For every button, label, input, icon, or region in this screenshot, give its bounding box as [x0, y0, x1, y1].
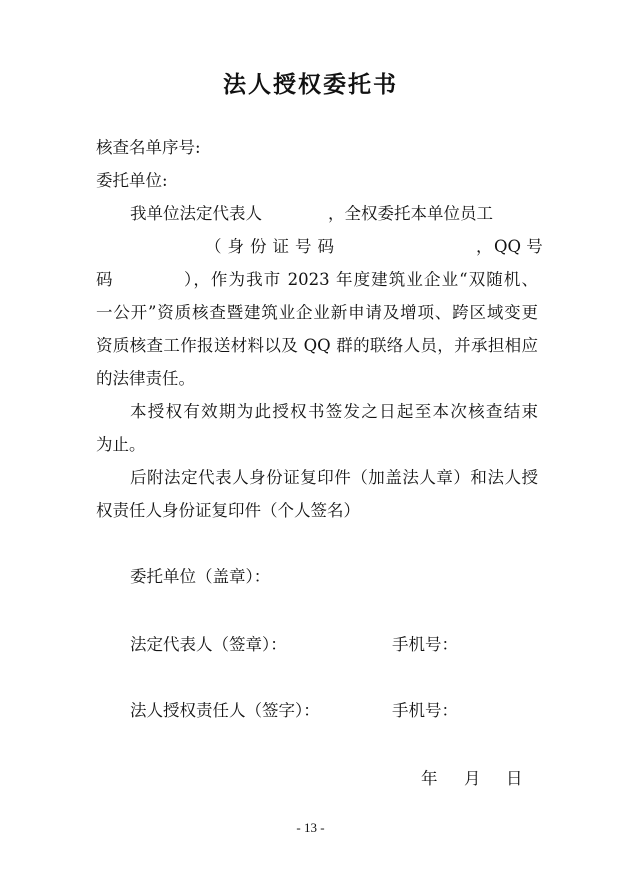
check-list-number-label: 核查名单序号:	[96, 138, 201, 157]
page-number: - 13 -	[296, 820, 325, 835]
paragraph1-line1: 我单位法定代表人 ，全权委托本单位员工	[130, 204, 493, 223]
paragraph1-line3: 码 ），作为我市 2023 年度建筑业企业“双随机、	[96, 270, 538, 289]
paragraph1-line5: 资质核查工作报送材料以及 QQ 群的联络人员，并承担相应	[96, 336, 538, 355]
client-unit-label: 委托单位:	[96, 171, 168, 190]
paragraph1-line2-comma: ，	[476, 237, 493, 256]
paragraph1-line4: 一公开”资质核查暨建筑业企业新申请及增项、跨区域变更	[96, 303, 538, 322]
paragraph3-line1: 后附法定代表人身份证复印件（加盖法人章）和法人授	[130, 468, 538, 487]
paragraph1-line6: 的法律责任。	[96, 369, 195, 388]
date-day-label: 日	[506, 769, 523, 788]
authorized-person-phone-label: 手机号：	[392, 701, 458, 720]
legal-representative-phone-label: 手机号：	[392, 635, 458, 654]
client-unit-seal-label: 委托单位（盖章）：	[130, 567, 271, 586]
legal-representative-label: 法定代表人（签章）：	[130, 635, 287, 654]
authorized-person-label: 法人授权责任人（签字）：	[130, 701, 320, 720]
paragraph1-line2-id-label: （身份证号码	[205, 237, 340, 256]
date-year-label: 年	[421, 769, 438, 788]
paragraph2-line1: 本授权有效期为此授权书签发之日起至本次核查结束	[130, 402, 538, 421]
paragraph2-line2: 为止。	[96, 435, 146, 454]
document-title: 法人授权委托书	[223, 71, 398, 98]
paragraph3-line2: 权责任人身份证复印件（个人签名）	[96, 501, 360, 520]
paragraph1-line2-qq-label: QQ 号	[494, 237, 543, 256]
date-month-label: 月	[464, 769, 481, 788]
